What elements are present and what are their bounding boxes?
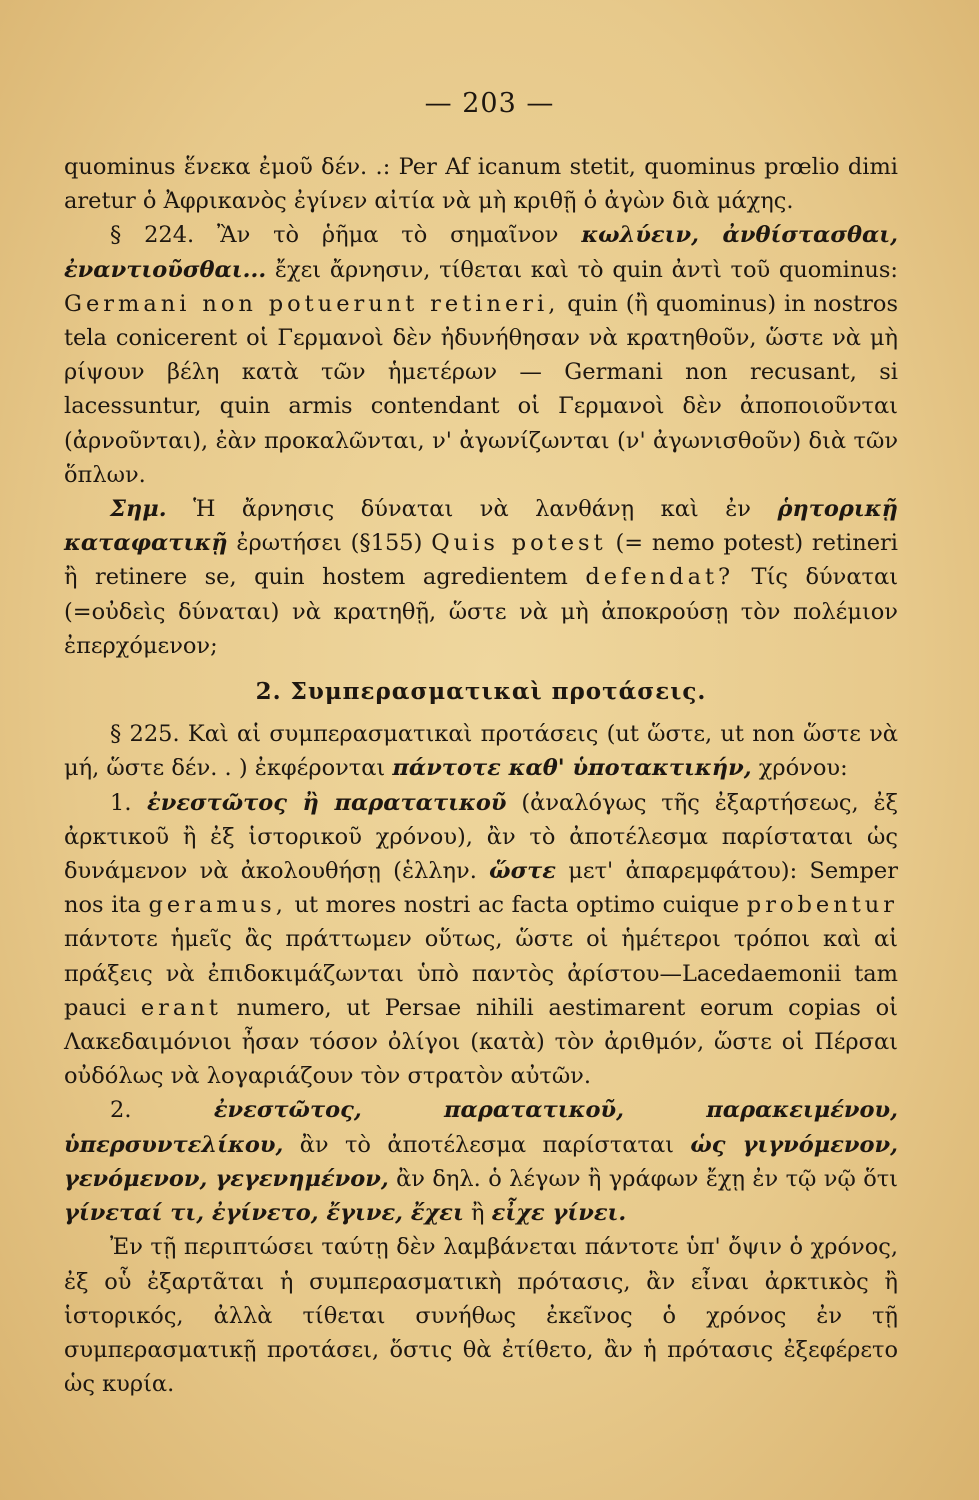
- final-paragraph: Ἐν τῇ περιπτώσει ταύτῃ δὲν λαμβάνεται πάντοτε ὑπ' ὄψιν ὁ χρόνος, ἐξ οὗ ἐξαρτᾶται ἡ συμπερασματικὴ πρότασις, ἂν εἶναι ἀρκτικὸς ἢ ἱστορικός, ἀλλὰ τίθεται συνήθως ἐκεῖνος ὁ χρόνος ἐν τῇ συμπερασματικῇ προτάσει, ὅστις θὰ ἐτίθετο, ἂν ἡ πρότασις ἐξεφέρετο ὡς κυρία.: [64, 1234, 898, 1398]
- bold-term: εἶχε γίνει.: [491, 1200, 627, 1227]
- page-body: [64, 150, 898, 1401]
- bold-term: ὡς γιγνόμενον, γενόμενον, γεγενημένον,: [64, 1131, 898, 1192]
- list-item-2: 2. ἐνεστῶτος, παρατατικοῦ, παρακειμένου, ὑπερσυντελίκου, ἂν τὸ ἀποτέλεσμα παρίσταται ὡς γιγνόμενον, γενόμενον, γεγενημένον, ἂν δηλ. ὁ λέγων ἢ γράφων ἔχῃ ἐν τῷ νῷ ὅτι γίνεταί τι, ἐγίνετο, ἔγινε, ἔχει ἢ εἶχε γίνει.: [64, 1097, 899, 1227]
- section-heading: 2. Συμπερασματικαὶ προτάσεις.: [255, 678, 707, 706]
- bold-term: κωλύειν, ἀνθίστασθαι, ἐναντιοῦσθαι...: [64, 222, 899, 283]
- list-item-1: 1. ἐνεστῶτος ἢ παρατατικοῦ (ἀναλόγως τῆς ἐξαρτήσεως, ἐξ ἀρκτικοῦ ἢ ἐξ ἱστορικοῦ χρόνου), ἂν τὸ ἀποτέλεσμα παρίσταται ὡς δυνάμενον νὰ ἀκολουθήσῃ (ἑλλην. ὥστε μετ' ἀπαρεμφάτου): Semper nos ita geramus, ut mores nostri ac facta optimo cuique probentur πάντοτε ἡμεῖς ἂς πράττωμεν οὕτως, ὥστε οἱ ἡμέτεροι τρόποι καὶ αἱ πράξεις νὰ ἐπιδοκιμάζωνται ὑπὸ παντὸς ἀρίστου—Lacedaemonii tam pauci erant numero, ut Persae nihili aestimarent eorum copias οἱ Λακεδαιμόνιοι ἦσαν τόσον ὀλίγοι (κατὰ) τὸν ἀριθμόν, ὥστε οἱ Πέρσαι οὐδόλως νὰ λογαριάζουν τὸν στρατὸν αὐτῶν.: [64, 789, 898, 1090]
- spaced-latin: erant: [140, 994, 222, 1021]
- spaced-latin: probentur: [746, 892, 898, 919]
- item-number: 2.: [110, 1097, 132, 1124]
- bold-term: ὥστε: [489, 858, 556, 885]
- note-label: Σημ.: [110, 496, 167, 523]
- bold-term: γίνεταί τι, ἐγίνετο, ἔγινε, ἔχει: [64, 1200, 464, 1227]
- section-225-number: § 225.: [110, 721, 180, 748]
- bold-term: ῥητορικῇ καταφατικῇ: [64, 496, 898, 557]
- page-number: — 203 —: [424, 88, 555, 119]
- section-225-paragraph: § 225. Καὶ αἱ συμπερασματικαὶ προτάσεις (ut ὥστε, ut non ὥστε νὰ μή, ὥστε δέν. . ) ἐκφέρονται πάντοτε καθ' ὑποτακτικήν, χρόνου:: [64, 721, 899, 782]
- section-224-number: § 224.: [110, 222, 195, 249]
- spaced-latin: geramus,: [148, 892, 287, 919]
- spaced-latin: Germani non potuerunt retineri,: [64, 290, 560, 317]
- note-paragraph: Σημ. Ἡ ἄρνησις δύναται νὰ λανθάνῃ καὶ ἐν ῥητορικῇ καταφατικῇ ἐρωτήσει (§155) Quis potest (= nemo potest) retineri ἢ retinere se, quin hostem agredientem defendat? Τίς δύναται (=οὐδεὶς δύναται) νὰ κρατηθῇ, ὥστε νὰ μὴ ἀποκρούσῃ τὸν πολέμιον ἐπερχόμενον;: [64, 496, 899, 659]
- bold-term: ἐνεστῶτος, παρατατικοῦ, παρακειμένου, ὑπερσυντελίκου,: [64, 1097, 898, 1158]
- spaced-latin: defendat?: [585, 564, 735, 591]
- bold-term: πάντοτε καθ' ὑποτακτικήν,: [392, 755, 752, 782]
- bold-term: ἐνεστῶτος ἢ παρατατικοῦ: [131, 789, 507, 816]
- intro-paragraph: quominus ἕνεκα ἐμοῦ δέν. .: Per Af icanum stetit, quominus prœlio dimi aretur ὁ Ἀφρικανὸς ἐγίνεν αἰτία νὰ μὴ κριθῇ ὁ ἀγὼν διὰ μάχης.: [64, 154, 898, 215]
- spaced-latin: Quis potest: [431, 530, 607, 557]
- item-number: 1.: [110, 789, 132, 816]
- section-224-paragraph: § 224. Ἂν τὸ ῥῆμα τὸ σημαῖνον κωλύειν, ἀνθίστασθαι, ἐναντιοῦσθαι... ἔχει ἄρνησιν, τίθεται καὶ τὸ quin ἀντὶ τοῦ quominus: Germani non potuerunt retineri, quin (ἢ quominus) in nostros tela conicerent οἱ Γερμανοὶ δὲν ἠδυνήθησαν νὰ κρατηθοῦν, ὥστε νὰ μὴ ρίψουν βέλη κατὰ τῶν ἡμετέρων — Germani non recusant, si lacessuntur, quin armis contendant οἱ Γερμανοὶ δὲν ἀποποιοῦνται (ἀρνοῦνται), ἐὰν προκαλῶνται, ν' ἀγωνίζωνται (ν' ἀγωνισθοῦν) διὰ τῶν ὅπλων.: [64, 222, 899, 488]
